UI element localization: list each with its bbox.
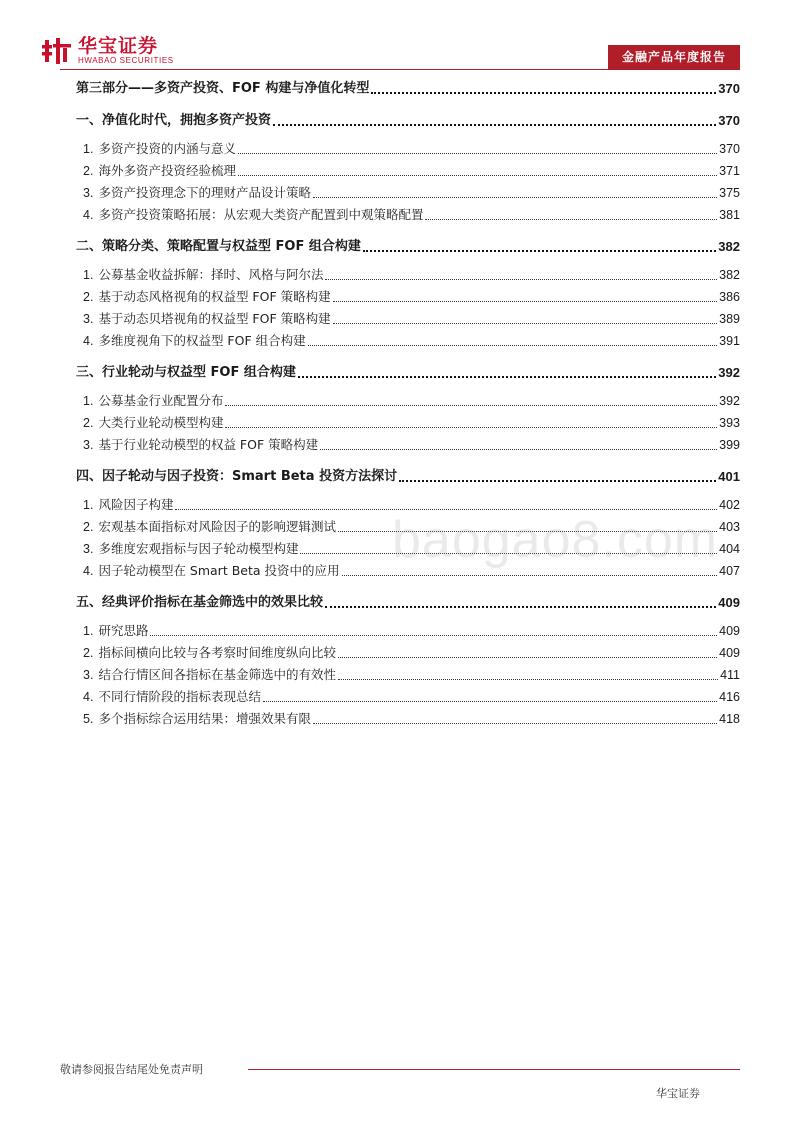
toc-entry-number: 1. — [83, 624, 94, 638]
toc-section-entry[interactable] — [76, 234, 740, 256]
toc-leader-dots — [298, 376, 716, 378]
toc-page-number: 409 — [719, 646, 740, 660]
toc-page-number: 370 — [718, 113, 740, 128]
toc-page-number: 392 — [719, 394, 740, 408]
toc-page-number: 411 — [720, 668, 740, 682]
toc-entry-number: 4. — [83, 564, 94, 578]
toc-page-number: 409 — [719, 624, 740, 638]
toc-entry-text: 五、经典评价指标在基金筛选中的效果比较 — [76, 595, 324, 610]
toc-entry-text: 结合行情区间各指标在基金筛选中的有效性 — [98, 667, 336, 682]
toc-entry-title — [83, 185, 311, 202]
toc-leader-dots — [325, 606, 716, 608]
page-header — [0, 0, 800, 80]
toc-leader-dots — [150, 635, 717, 636]
toc-page-number: 403 — [719, 520, 740, 534]
toc-subentry[interactable] — [76, 684, 740, 706]
toc-entry-number: 4. — [83, 208, 94, 222]
toc-entry-title — [83, 163, 236, 180]
toc-leader-dots — [333, 301, 718, 302]
logo-english-name: HWABAO SECURITIES — [78, 56, 174, 65]
toc-subentry[interactable] — [76, 618, 740, 640]
toc-entry-number: 2. — [83, 164, 94, 178]
toc-entry-title — [83, 623, 148, 640]
toc-page-number: 370 — [719, 142, 740, 156]
toc-entry-text: 宏观基本面指标对风险因子的影响逻辑测试 — [98, 519, 336, 534]
toc-entry-title — [83, 541, 298, 558]
toc-page-number: 375 — [719, 186, 740, 200]
report-type-badge: 金融产品年度报告 — [608, 45, 740, 69]
toc-subentry[interactable] — [76, 262, 740, 284]
toc-entry-title — [83, 207, 423, 224]
toc-entry-text: 风险因子构建 — [98, 497, 174, 512]
toc-leader-dots — [308, 345, 718, 346]
toc-entry-number: 5. — [83, 712, 94, 726]
toc-entry-number: 1. — [83, 498, 94, 512]
toc-page-number: 370 — [718, 81, 740, 96]
toc-entry-text: 多资产投资的内涵与意义 — [98, 141, 236, 156]
toc-entry-number: 1. — [83, 394, 94, 408]
toc-leader-dots — [225, 405, 717, 406]
toc-entry-text: 三、行业轮动与权益型 FOF 组合构建 — [76, 365, 296, 380]
toc-page-number: 382 — [719, 268, 740, 282]
toc-page-number: 404 — [719, 542, 740, 556]
toc-entry-text: 多资产投资策略拓展：从宏观大类资产配置到中观策略配置 — [98, 207, 424, 222]
watermark: baogao8.com — [392, 511, 719, 569]
toc-leader-dots — [225, 427, 717, 428]
logo-chinese-name: 华宝证券 — [78, 35, 159, 57]
toc-section-entry[interactable] — [76, 360, 740, 382]
toc-leader-dots — [273, 124, 716, 126]
header-divider — [60, 69, 740, 70]
toc-page-number: 392 — [718, 365, 740, 380]
toc-subentry[interactable] — [76, 158, 740, 180]
toc-entry-title — [83, 333, 306, 350]
toc-leader-dots — [425, 219, 717, 220]
toc-entry-title — [83, 563, 340, 580]
toc-page-number: 391 — [719, 334, 740, 348]
table-of-contents — [76, 76, 740, 728]
toc-subentry[interactable] — [76, 706, 740, 728]
toc-entry-title — [83, 667, 336, 684]
toc-leader-dots — [363, 250, 716, 252]
toc-entry-text: 多个指标综合运用结果：增强效果有限 — [98, 711, 311, 726]
disclaimer-note: 敬请参阅报告结尾处免责声明 — [60, 1063, 203, 1076]
toc-entry-title — [83, 497, 173, 514]
toc-entry-title — [76, 595, 323, 612]
toc-page-number: 382 — [718, 239, 740, 254]
toc-entry-number: 2. — [83, 416, 94, 430]
toc-entry-title — [76, 239, 361, 256]
toc-entry-number: 2. — [83, 520, 94, 534]
toc-leader-dots — [313, 197, 717, 198]
toc-subentry[interactable] — [76, 284, 740, 306]
toc-entry-number: 3. — [83, 186, 94, 200]
toc-section-entry[interactable] — [76, 76, 740, 98]
toc-leader-dots — [338, 679, 718, 680]
toc-entry-title — [83, 141, 236, 158]
toc-page-number: 407 — [719, 564, 740, 578]
toc-entry-text: 多维度视角下的权益型 FOF 组合构建 — [98, 333, 306, 348]
toc-leader-dots — [338, 657, 717, 658]
toc-entry-text: 二、策略分类、策略配置与权益型 FOF 组合构建 — [76, 239, 361, 254]
toc-subentry[interactable] — [76, 662, 740, 684]
toc-page-number: 371 — [719, 164, 740, 178]
toc-leader-dots — [333, 323, 718, 324]
toc-entry-title — [83, 645, 336, 662]
toc-entry-title — [83, 393, 223, 410]
toc-entry-text: 海外多资产投资经验梳理 — [98, 163, 236, 178]
toc-leader-dots — [342, 575, 718, 576]
toc-entry-text: 基于动态风格视角的权益型 FOF 策略构建 — [98, 289, 331, 304]
toc-entry-text: 四、因子轮动与因子投资：Smart Beta 投资方法探讨 — [76, 469, 398, 484]
toc-subentry[interactable] — [76, 388, 740, 410]
toc-entry-number: 3. — [83, 438, 94, 452]
toc-subentry[interactable] — [76, 306, 740, 328]
footer-company-name: 华宝证券 — [656, 1087, 700, 1100]
toc-entry-title — [76, 469, 397, 486]
toc-page-number: 402 — [719, 498, 740, 512]
toc-entry-number: 2. — [83, 290, 94, 304]
toc-entry-number: 2. — [83, 646, 94, 660]
toc-subentry[interactable] — [76, 410, 740, 432]
toc-leader-dots — [399, 480, 716, 482]
toc-entry-number: 1. — [83, 142, 94, 156]
toc-entry-text: 多资产投资理念下的理财产品设计策略 — [98, 185, 311, 200]
toc-leader-dots — [371, 92, 716, 94]
toc-leader-dots — [238, 175, 717, 176]
toc-page-number: 393 — [719, 416, 740, 430]
toc-entry-text: 第三部分——多资产投资、FOF 构建与净值化转型 — [76, 81, 370, 96]
toc-entry-number: 3. — [83, 542, 94, 556]
toc-entry-text: 公募基金收益拆解：择时、风格与阿尔法 — [98, 267, 324, 282]
toc-entry-text: 基于行业轮动模型的权益 FOF 策略构建 — [98, 437, 319, 452]
toc-entry-title — [83, 289, 331, 306]
toc-entry-text: 指标间横向比较与各考察时间维度纵向比较 — [98, 645, 336, 660]
toc-entry-title — [76, 365, 296, 382]
toc-entry-title — [83, 311, 331, 328]
toc-entry-text: 研究思路 — [98, 623, 149, 638]
toc-entry-number: 1. — [83, 268, 94, 282]
toc-entry-text: 一、净值化时代，拥抱多资产投资 — [76, 113, 272, 128]
toc-page-number: 409 — [718, 595, 740, 610]
toc-page-number: 401 — [718, 469, 740, 484]
toc-entry-title — [83, 267, 323, 284]
hwabao-logo-icon — [42, 36, 72, 66]
toc-leader-dots — [238, 153, 717, 154]
toc-leader-dots — [263, 701, 717, 702]
toc-entry-text: 大类行业轮动模型构建 — [98, 415, 224, 430]
footer-divider — [248, 1069, 740, 1070]
toc-page-number: 418 — [719, 712, 740, 726]
toc-entry-number: 4. — [83, 690, 94, 704]
toc-subentry[interactable] — [76, 202, 740, 224]
toc-entry-title — [83, 689, 261, 706]
company-logo — [42, 36, 174, 66]
toc-entry-text: 公募基金行业配置分布 — [98, 393, 224, 408]
toc-page-number: 416 — [719, 690, 740, 704]
toc-entry-text: 因子轮动模型在 Smart Beta 投资中的应用 — [98, 563, 340, 578]
toc-entry-number: 3. — [83, 312, 94, 326]
toc-subentry[interactable] — [76, 328, 740, 350]
toc-leader-dots — [320, 449, 717, 450]
toc-leader-dots — [313, 723, 717, 724]
toc-entry-title — [83, 711, 311, 728]
toc-leader-dots — [325, 279, 717, 280]
toc-section-entry[interactable] — [76, 590, 740, 612]
toc-page-number: 381 — [719, 208, 740, 222]
toc-entry-number: 3. — [83, 668, 94, 682]
toc-entry-text: 基于动态贝塔视角的权益型 FOF 策略构建 — [98, 311, 331, 326]
toc-entry-text: 多维度宏观指标与因子轮动模型构建 — [98, 541, 299, 556]
toc-section-entry[interactable] — [76, 108, 740, 130]
toc-page-number: 389 — [719, 312, 740, 326]
toc-entry-title — [76, 81, 369, 98]
toc-subentry[interactable] — [76, 136, 740, 158]
toc-entry-text: 不同行情阶段的指标表现总结 — [98, 689, 261, 704]
toc-subentry[interactable] — [76, 432, 740, 454]
toc-page-number: 386 — [719, 290, 740, 304]
toc-section-entry[interactable] — [76, 464, 740, 486]
toc-entry-title — [83, 519, 336, 536]
toc-entry-title — [83, 437, 318, 454]
toc-page-number: 399 — [719, 438, 740, 452]
toc-entry-title — [83, 415, 223, 432]
toc-subentry[interactable] — [76, 180, 740, 202]
toc-entry-title — [76, 113, 271, 130]
toc-subentry[interactable] — [76, 640, 740, 662]
toc-entry-number: 4. — [83, 334, 94, 348]
